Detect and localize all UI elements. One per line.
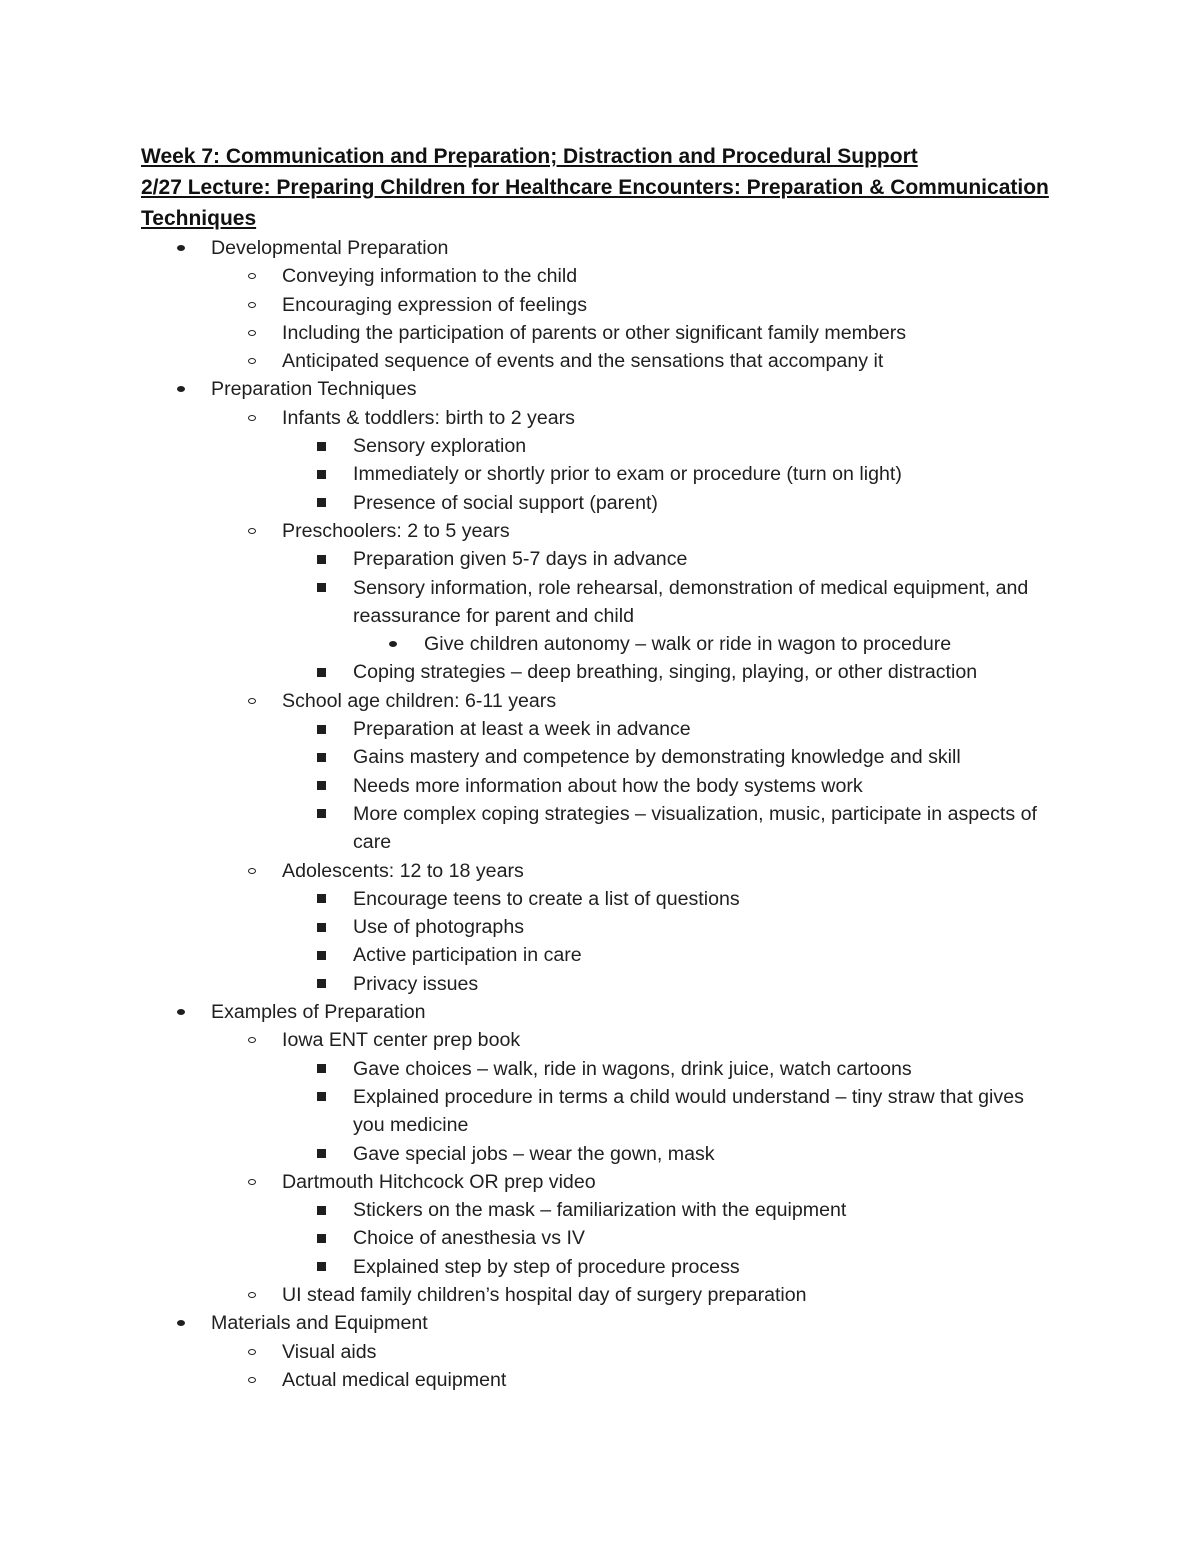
list-item-text: Infants & toddlers: birth to 2 years xyxy=(282,406,575,429)
bullet-square-icon xyxy=(317,1140,326,1168)
list-item xyxy=(141,404,1080,432)
bullet-circle-icon xyxy=(248,1366,256,1394)
bullet-circle-icon xyxy=(248,262,256,290)
list-item xyxy=(141,1083,1056,1140)
bullet-circle-icon xyxy=(248,857,256,885)
bullet-square-icon xyxy=(317,432,326,460)
list-item-text: Immediately or shortly prior to exam or procedure (turn on light) xyxy=(353,463,902,486)
list-item-text: Gains mastery and competence by demonstrating knowledge and skill xyxy=(353,746,961,769)
list-item xyxy=(141,970,1056,998)
list-item-text: Examples of Preparation xyxy=(211,1001,426,1024)
bullet-square-icon xyxy=(317,1055,326,1083)
bullet-square-icon xyxy=(317,1224,326,1252)
bullet-circle-icon xyxy=(248,1338,256,1366)
list-item-text: Presence of social support (parent) xyxy=(353,491,658,514)
bullet-square-icon xyxy=(317,970,326,998)
list-item-text: Preschoolers: 2 to 5 years xyxy=(282,519,510,542)
list-item xyxy=(141,1026,1080,1054)
bullet-square-icon xyxy=(317,1083,326,1111)
bullet-square-icon xyxy=(317,772,326,800)
list-item xyxy=(141,489,1056,517)
list-item xyxy=(141,687,1080,715)
list-item-text: Actual medical equipment xyxy=(282,1368,507,1391)
bullet-square-icon xyxy=(317,715,326,743)
list-item xyxy=(141,715,1056,743)
list-item xyxy=(141,1338,1080,1366)
list-item-text: Adolescents: 12 to 18 years xyxy=(282,859,524,882)
list-item xyxy=(141,800,1056,857)
list-item-text: Gave choices – walk, ride in wagons, drink juice, watch cartoons xyxy=(353,1057,912,1080)
list-item xyxy=(141,1196,1056,1224)
list-item xyxy=(141,743,1056,771)
list-item-text: Stickers on the mask – familiarization with the equipment xyxy=(353,1199,847,1222)
bullet-square-icon xyxy=(317,489,326,517)
list-item xyxy=(141,1224,1056,1252)
list-item-text: Privacy issues xyxy=(353,972,479,995)
bullet-square-icon xyxy=(317,658,326,686)
list-item xyxy=(141,913,1056,941)
list-item xyxy=(141,1140,1056,1168)
bullet-circle-icon xyxy=(248,1026,256,1054)
bullet-circle-icon xyxy=(248,1281,256,1309)
bullet-disc-icon xyxy=(177,375,185,403)
list-item-text: Encourage teens to create a list of questions xyxy=(353,887,740,910)
week-heading: Week 7: Communication and Preparation; Distraction and Procedural Support xyxy=(141,145,918,168)
list-item-text: Anticipated sequence of events and the sensations that accompany it xyxy=(282,350,884,373)
list-item-text: Active participation in care xyxy=(353,944,582,967)
lecture-heading: 2/27 Lecture: Preparing Children for Healthcare Encounters: Preparation & Communication Techniques xyxy=(141,176,1049,230)
list-item xyxy=(141,998,1080,1026)
list-item-text: Preparation given 5-7 days in advance xyxy=(353,548,688,571)
list-item xyxy=(141,545,1056,573)
list-item xyxy=(141,630,1080,658)
list-item-text: Sensory exploration xyxy=(353,435,527,458)
bullet-disc-icon xyxy=(177,998,185,1026)
list-item-text: Gave special jobs – wear the gown, mask xyxy=(353,1142,715,1165)
list-item-text: Developmental Preparation xyxy=(211,237,449,259)
list-item-text: Preparation at least a week in advance xyxy=(353,718,691,741)
bullet-circle-icon xyxy=(248,517,256,545)
list-item-text: Explained procedure in terms a child would understand – tiny straw that gives you medicine xyxy=(353,1085,1024,1137)
list-item xyxy=(141,1281,1080,1309)
bullet-square-icon xyxy=(317,1196,326,1224)
bullet-circle-icon xyxy=(248,347,256,375)
list-item-text: Iowa ENT center prep book xyxy=(282,1029,521,1052)
list-item-text: Needs more information about how the body systems work xyxy=(353,774,863,797)
list-item xyxy=(141,375,1080,403)
list-item xyxy=(141,432,1056,460)
bullet-disc-icon xyxy=(389,630,397,658)
list-item xyxy=(141,772,1056,800)
bullet-disc-icon xyxy=(177,234,185,262)
bullet-square-icon xyxy=(317,885,326,913)
list-item xyxy=(141,1366,1080,1394)
list-item-text: UI stead family children’s hospital day of surgery preparation xyxy=(282,1283,807,1306)
list-item-text: Materials and Equipment xyxy=(211,1312,428,1335)
bullet-square-icon xyxy=(317,913,326,941)
list-item xyxy=(141,319,1080,347)
list-item xyxy=(141,885,1056,913)
bullet-square-icon xyxy=(317,800,326,828)
list-item-text: Conveying information to the child xyxy=(282,265,578,288)
bullet-square-icon xyxy=(317,545,326,573)
list-item-text: Explained step by step of procedure process xyxy=(353,1255,740,1278)
list-item-text: More complex coping strategies – visualization, music, participate in aspects of care xyxy=(353,802,1037,854)
bullet-circle-icon xyxy=(248,1168,256,1196)
bullet-square-icon xyxy=(317,1253,326,1281)
bullet-square-icon xyxy=(317,743,326,771)
list-item xyxy=(141,857,1080,885)
bullet-disc-icon xyxy=(177,1309,185,1337)
list-item xyxy=(141,1253,1056,1281)
list-item xyxy=(141,291,1080,319)
list-item xyxy=(141,574,1056,631)
list-item xyxy=(141,234,1080,262)
list-item xyxy=(141,658,1056,686)
list-item-text: Encouraging expression of feelings xyxy=(282,293,587,316)
list-item-text: Use of photographs xyxy=(353,916,525,939)
list-item xyxy=(141,1309,1080,1337)
list-item-text: Including the participation of parents or other significant family members xyxy=(282,321,907,344)
list-item xyxy=(141,1055,1056,1083)
list-item xyxy=(141,460,1056,488)
list-item-text: Visual aids xyxy=(282,1340,377,1363)
bullet-circle-icon xyxy=(248,319,256,347)
bullet-circle-icon xyxy=(248,687,256,715)
bullet-square-icon xyxy=(317,460,326,488)
list-item-text: School age children: 6-11 years xyxy=(282,689,557,712)
list-item-text: Preparation Techniques xyxy=(211,378,417,401)
bullet-circle-icon xyxy=(248,404,256,432)
list-item-text: Dartmouth Hitchcock OR prep video xyxy=(282,1170,596,1193)
list-item-text: Sensory information, role rehearsal, demonstration of medical equipment, and reassurance for parent and child xyxy=(353,576,1029,627)
bullet-square-icon xyxy=(317,574,326,602)
list-item xyxy=(141,347,1080,375)
bullet-square-icon xyxy=(317,941,326,969)
list-item xyxy=(141,517,1080,545)
bullet-circle-icon xyxy=(248,291,256,319)
list-item xyxy=(141,262,1080,290)
list-item-text: Choice of anesthesia vs IV xyxy=(353,1227,585,1250)
list-item xyxy=(141,1168,1080,1196)
list-item-text: Give children autonomy – walk or ride in wagon to procedure xyxy=(424,633,952,656)
notes-outline xyxy=(141,234,1080,1394)
list-item xyxy=(141,941,1056,969)
list-item-text: Coping strategies – deep breathing, singing, playing, or other distraction xyxy=(353,661,978,684)
